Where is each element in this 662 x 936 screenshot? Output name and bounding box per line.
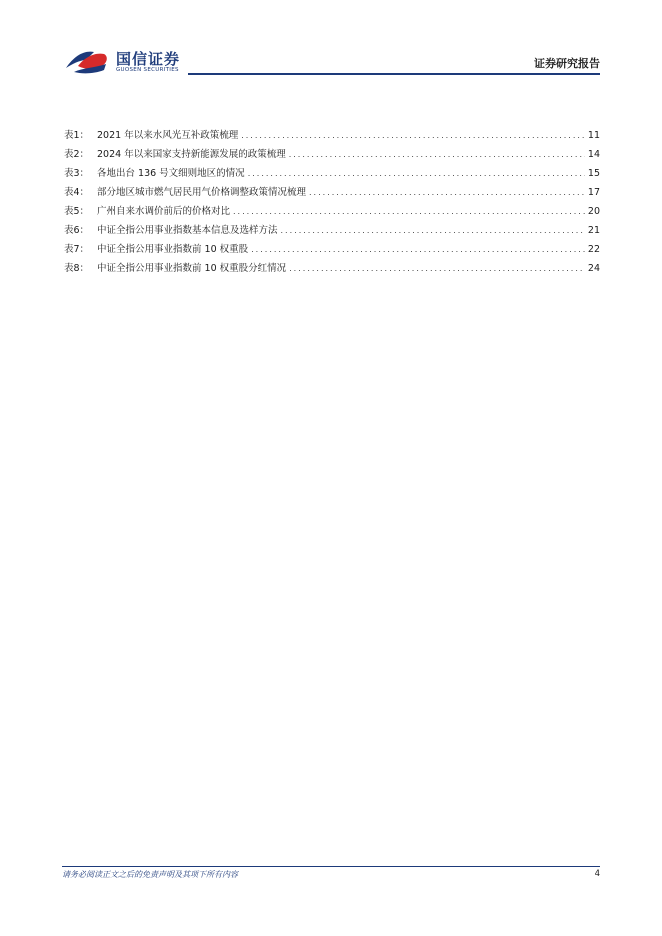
- toc-entry-label: 表7：: [64, 244, 90, 255]
- toc-entry[interactable]: [64, 241, 600, 260]
- toc-entry-title: 2024 年以来国家支持新能源发展的政策梳理: [97, 149, 286, 160]
- toc-leader-dots: [289, 150, 585, 159]
- toc-entry[interactable]: [64, 127, 600, 146]
- toc-entry-page: 15: [587, 168, 600, 179]
- toc-entry-title: 2021 年以来水风光互补政策梳理: [97, 130, 239, 141]
- toc-entry-page: 14: [587, 149, 600, 160]
- toc-entry-title: 广州自来水调价前后的价格对比: [97, 206, 231, 217]
- report-type-label: 证券研究报告: [534, 57, 600, 70]
- toc-leader-dots: [241, 131, 585, 140]
- toc-entry-title: 部分地区城市燃气居民用气价格调整政策情况梳理: [97, 187, 307, 198]
- toc-entry-label: 表1：: [64, 130, 90, 141]
- page-header: [0, 0, 662, 80]
- toc-entry-page: 22: [587, 244, 600, 255]
- toc-leader-dots: [248, 169, 585, 178]
- toc-leader-dots: [281, 226, 585, 235]
- guosen-logo-icon: [64, 46, 112, 76]
- toc-entry-page: 21: [587, 225, 600, 236]
- toc-entry[interactable]: [64, 165, 600, 184]
- toc-entry-page: 24: [587, 263, 600, 274]
- header-divider: [188, 73, 600, 75]
- toc-entry-label: 表3：: [64, 168, 90, 179]
- logo-text-en: GUOSEN SECURITIES: [116, 67, 179, 73]
- toc-leader-dots: [289, 264, 585, 273]
- toc-entry-label: 表2：: [64, 149, 90, 160]
- guosen-logo: [64, 46, 184, 76]
- toc-entry[interactable]: [64, 184, 600, 203]
- footer-disclaimer: 请务必阅读正文之后的免责声明及其项下所有内容: [62, 870, 238, 879]
- toc-entry-title: 各地出台 136 号文细则地区的情况: [97, 168, 245, 179]
- toc-entry[interactable]: [64, 222, 600, 241]
- toc-entry-page: 11: [587, 130, 600, 141]
- toc-entry-label: 表4：: [64, 187, 90, 198]
- toc-leader-dots: [309, 188, 585, 197]
- table-of-tables: [64, 127, 600, 279]
- footer-divider: [62, 866, 600, 867]
- toc-entry-page: 17: [587, 187, 600, 198]
- toc-entry[interactable]: [64, 203, 600, 222]
- toc-entry[interactable]: [64, 146, 600, 165]
- toc-entry-page: 20: [587, 206, 600, 217]
- toc-entry-label: 表5：: [64, 206, 90, 217]
- toc-entry-label: 表6：: [64, 225, 90, 236]
- page-number: 4: [594, 869, 600, 879]
- toc-entry-title: 中证全指公用事业指数前 10 权重股: [97, 244, 249, 255]
- toc-entry[interactable]: [64, 260, 600, 279]
- toc-entry-title: 中证全指公用事业指数前 10 权重股分红情况: [97, 263, 287, 274]
- toc-leader-dots: [251, 245, 585, 254]
- toc-leader-dots: [233, 207, 585, 216]
- toc-entry-title: 中证全指公用事业指数基本信息及选样方法: [97, 225, 278, 236]
- toc-entry-label: 表8：: [64, 263, 90, 274]
- logo-text-cn: 国信证券: [116, 50, 181, 68]
